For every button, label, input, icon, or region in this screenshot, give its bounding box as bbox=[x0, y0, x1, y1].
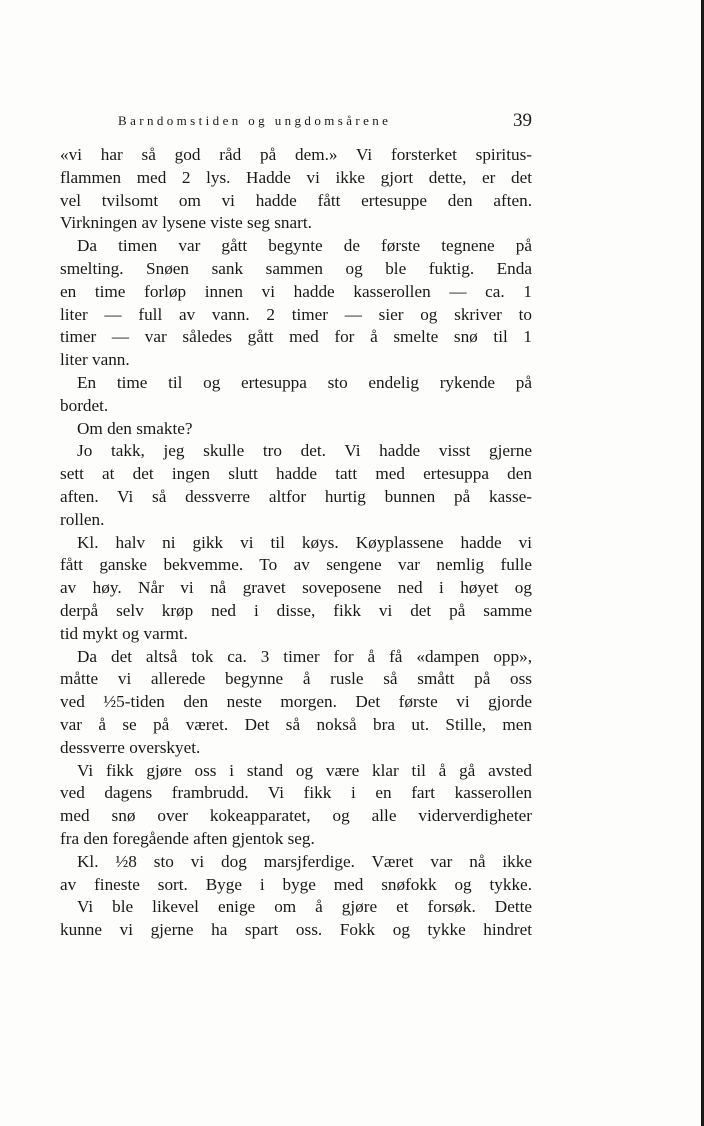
text-line: «vi har så god råd på dem.» Vi forsterket spiritus- bbox=[60, 145, 532, 164]
text-line: timer — var således gått med for å smelte snø til 1 bbox=[60, 327, 532, 347]
text-line: flammen med 2 lys. Hadde vi ikke gjort dette, er det bbox=[60, 167, 532, 187]
text-line: var å se på været. Det så nokså bra ut. Stille, men bbox=[60, 714, 532, 734]
text-line: Kl. ½8 sto vi dog marsjferdige. Været var nå ikke bbox=[77, 851, 532, 871]
text-line: liter — full av vann. 2 timer — sier og skriver to bbox=[60, 304, 532, 324]
text-line: måtte vi allerede begynne å rusle så smått på oss bbox=[60, 669, 532, 689]
page-number: 39 bbox=[513, 110, 532, 131]
text-line: Vi fikk gjøre oss i stand og være klar til å gå avsted bbox=[77, 760, 532, 780]
text-line: Kl. halv ni gikk vi til køys. Køyplassene hadde vi bbox=[77, 532, 532, 552]
body-text bbox=[60, 144, 532, 942]
text-line: med snø over kokeapparatet, og alle viderverdigheter bbox=[60, 806, 532, 826]
text-line: av høy. Når vi nå gravet soveposene ned i høyet og bbox=[60, 578, 532, 598]
text-line: Da det altså tok ca. 3 timer for å få «dampen opp», bbox=[77, 646, 532, 666]
text-line: tid mykt og varmt. bbox=[60, 623, 188, 643]
text-line: rollen. bbox=[60, 509, 105, 529]
text-line: sett at det ingen slutt hadde tatt med ertesuppa den bbox=[60, 464, 532, 484]
text-line: aften. Vi så dessverre altfor hurtig bunnen på kasse- bbox=[60, 486, 532, 506]
text-line: fått ganske bekvemme. To av sengene var nemlig fulle bbox=[60, 555, 532, 575]
text-line: kunne vi gjerne ha spart oss. Fokk og tykke hindret bbox=[60, 920, 532, 940]
text-line: fra den foregående aften gjentok seg. bbox=[60, 828, 315, 848]
text-line: Virkningen av lysene viste seg snart. bbox=[60, 213, 312, 233]
text-line: smelting. Snøen sank sammen og ble fuktig. Enda bbox=[60, 258, 532, 278]
text-line: ved dagens frambrudd. Vi fikk i en fart kasserollen bbox=[60, 783, 532, 803]
running-title: Barndomstiden og ungdomsårene bbox=[118, 113, 392, 128]
text-line: vel tvilsomt om vi hadde fått ertesuppe den aften. bbox=[60, 190, 532, 210]
text-line: Jo takk, jeg skulle tro det. Vi hadde visst gjerne bbox=[77, 441, 532, 461]
text-line: liter vann. bbox=[60, 350, 130, 370]
text-line: av fineste sort. Byge i byge med snøfokk og tykke. bbox=[60, 874, 532, 894]
text-line: derpå selv krøp ned i disse, fikk vi det på samme bbox=[60, 600, 532, 620]
text-line: Vi ble likevel enige om å gjøre et forsøk. Dette bbox=[77, 897, 532, 917]
text-line: En time til og ertesuppa sto endelig rykende på bbox=[77, 372, 532, 392]
text-line: ved ½5-tiden den neste morgen. Det første vi gjorde bbox=[60, 692, 532, 712]
running-head bbox=[118, 110, 536, 134]
text-line: dessverre overskyet. bbox=[60, 737, 201, 757]
text-line: Om den smakte? bbox=[77, 418, 193, 438]
text-line: Da timen var gått begynte de første tegnene på bbox=[77, 236, 532, 256]
text-line: en time forløp innen vi hadde kasserollen — ca. 1 bbox=[60, 281, 532, 301]
text-line: bordet. bbox=[60, 395, 109, 415]
